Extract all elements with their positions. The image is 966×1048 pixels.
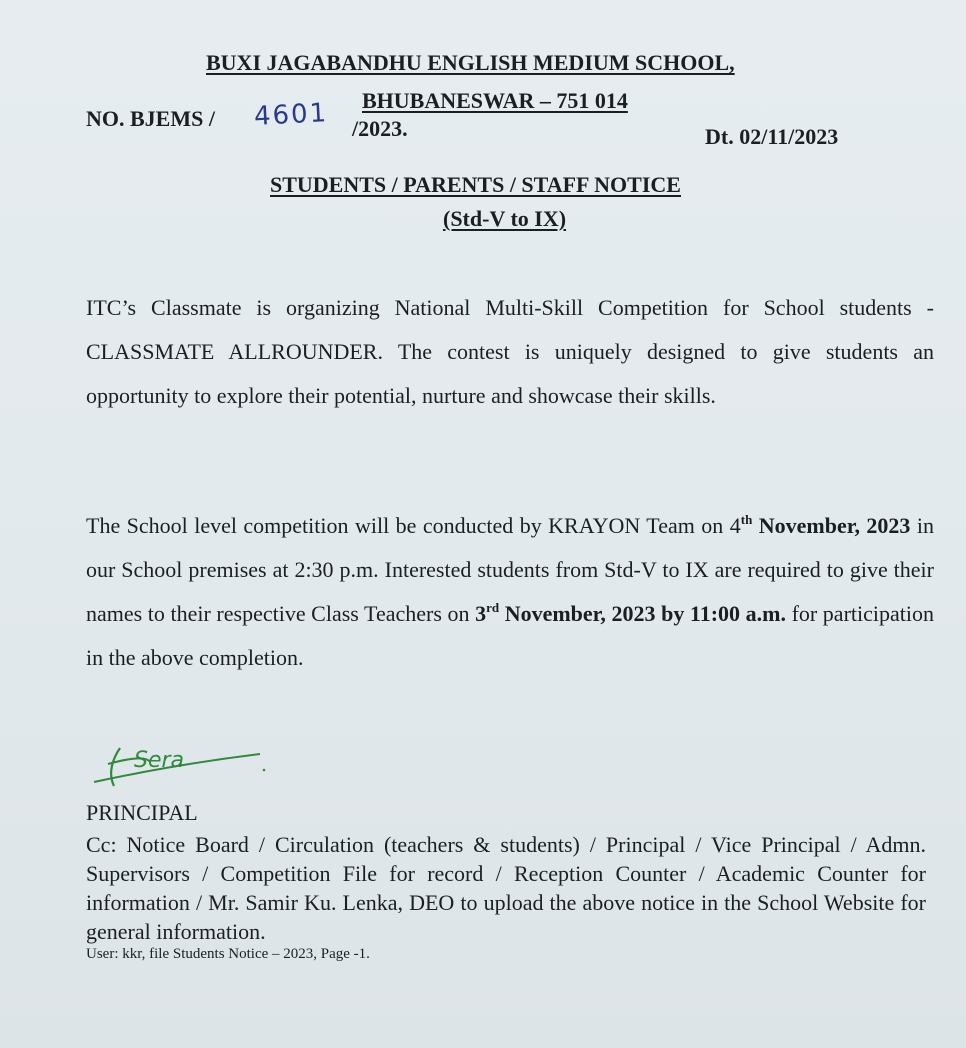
- p2-bold-deadline: November, 2023 by 11:00 a.m.: [499, 601, 786, 626]
- reference-number-handwritten: 4601: [253, 98, 329, 132]
- p2-text-1: The School level competition will be conducted by KRAYON Team on 4: [86, 513, 741, 538]
- school-address: BHUBANESWAR – 751 014: [362, 88, 628, 113]
- reference-suffix: /2023.: [352, 116, 408, 141]
- p2-text-3: for participation in the above completion.: [86, 601, 934, 670]
- notice-subtitle: (Std-V to IX): [443, 206, 567, 231]
- p2-sup-1: th: [740, 512, 753, 527]
- p2-bold-date: November, 2023: [758, 513, 911, 538]
- paragraph-1: [86, 286, 934, 418]
- footer-note: User: kkr, file Students Notice – 2023, Page -1.: [86, 946, 370, 962]
- p2-text-2: in our School premises at 2:30 p.m. Interested students from Std-V to IX are required to give their names to their respective Class Teachers on: [86, 513, 934, 626]
- reference-prefix: NO. BJEMS /: [86, 106, 215, 131]
- paragraph-2: [86, 504, 934, 680]
- signature-handwriting: Sera: [134, 748, 185, 773]
- principal-designation: PRINCIPAL: [86, 800, 198, 825]
- p2-sup-2: rd: [486, 600, 500, 615]
- paragraph-1-text: ITC’s Classmate is organizing National Multi-Skill Competition for School students - CLASSMATE ALLROUNDER. The contest is uniquely designed to give students an opportunity to explore their potential, nurture and showcase their skills.: [86, 295, 934, 408]
- p2-bold-num: 3: [475, 601, 487, 626]
- cc-text: Cc: Notice Board / Circulation (teachers & students) / Principal / Vice Principal / Admn. Supervisors / Competition File for record / Reception Counter / Academic Counter for information / Mr. Samir Ku. Lenka, DEO to upload the above notice in the School Website for general information.: [86, 832, 926, 944]
- school-name: BUXI JAGABANDHU ENGLISH MEDIUM SCHOOL,: [206, 50, 735, 75]
- notice-title: STUDENTS / PARENTS / STAFF NOTICE: [270, 172, 681, 197]
- notice-date: Dt. 02/11/2023: [705, 124, 839, 149]
- principal-signature: [90, 740, 270, 800]
- cc-list: [86, 830, 926, 946]
- paragraph-2-text: [86, 504, 934, 680]
